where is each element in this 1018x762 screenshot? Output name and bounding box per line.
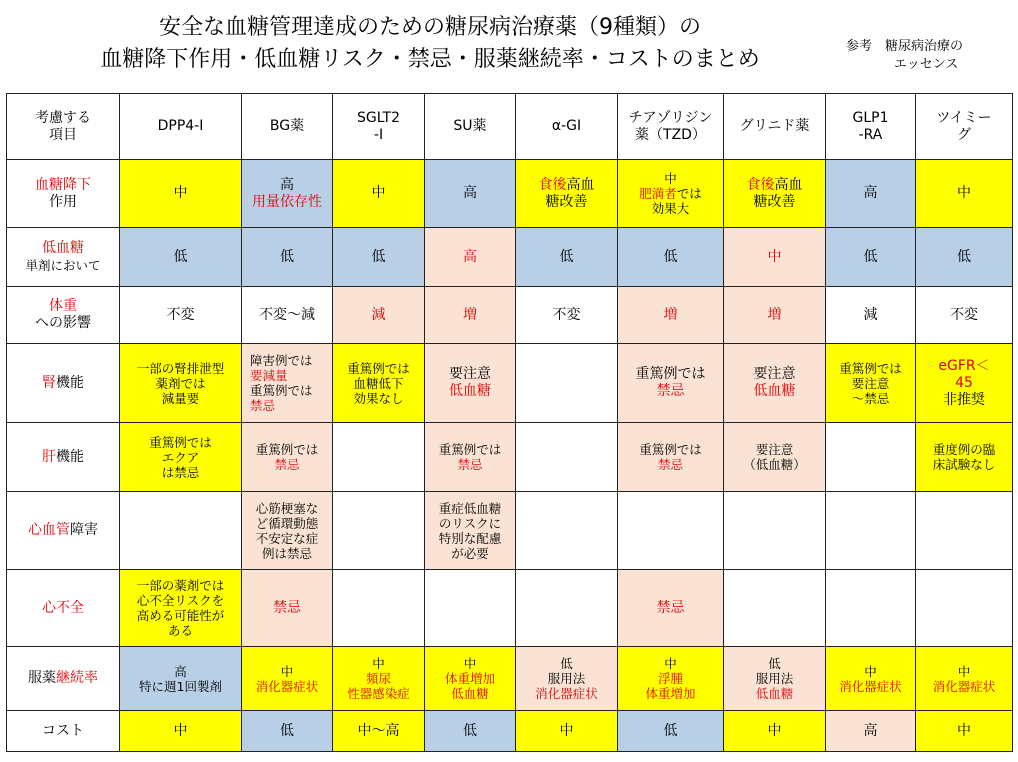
cell [618,160,724,228]
drug-comparison-table [6,93,1013,752]
row-adherence [7,647,1013,711]
cell-line: 要注意 [753,366,796,382]
cell-line: 重篤例では [639,442,702,457]
cell-line: では [676,186,702,201]
cell [120,647,242,711]
cell [826,344,916,423]
cell [120,570,242,647]
cell [618,492,724,570]
cell [724,160,826,228]
drug-name: GLP1 [852,109,889,126]
drug-header-imeglimin [916,94,1013,160]
cell-line: 消化器症状 [255,678,319,694]
row-label-main: 心血管 [28,522,70,538]
cell-line: 頻尿 [365,671,391,686]
cell-line: ～禁忌 [851,390,890,406]
row-hypoglycemia [7,228,1013,287]
drug-name: DPP4-I [157,118,204,134]
cell-line: 食後 [746,176,775,193]
cell-line: のリスクに [438,515,502,531]
cell-line: eGFR＜ [938,357,990,374]
cell-line: 薬剤では [155,375,206,391]
cell-line: 重篤例では [839,360,902,376]
cell-line: 一部の腎排泄型 [136,360,225,376]
cell-line: 用量依存性 [252,193,322,210]
cell: 中 [516,711,618,752]
cell [516,492,618,570]
drug-name: グリニド薬 [739,118,810,134]
cell [333,344,425,423]
row-label-sub: への影響 [35,315,91,331]
cell-line: 低血糖 [451,686,489,701]
cell: 低 [618,228,724,287]
cell-line: エクア [161,449,200,465]
row-label-main: 腎 [42,374,56,391]
cell-line: 浮腫 [657,671,683,686]
cell [242,344,333,423]
cell-line: 減量要 [161,390,200,406]
cell [333,492,425,570]
cell-line: 中 [463,656,477,671]
cell: 低 [516,228,618,287]
row-label-main: 肝 [42,448,56,465]
cell [826,647,916,711]
row-body-weight [7,287,1013,344]
cell: 不変～減 [242,287,333,344]
cell-line: 服用法 [547,671,586,686]
cell: 中 [120,160,242,228]
cell: 中 [120,711,242,752]
cell-line: 禁忌 [657,457,683,472]
row-glucose-lowering [7,160,1013,228]
cell: 中 [724,711,826,752]
cell-line: 禁忌 [250,398,276,413]
cell-line: 糖改善 [753,193,796,210]
drug-name: SGLT2 [356,109,401,126]
cell-line: ある [167,623,193,638]
cell-line: は禁忌 [161,464,200,480]
cell-line: 低 [560,656,573,671]
cell: 低 [242,711,333,752]
corner-header [7,94,120,160]
row-label-rest: 障害 [70,522,98,538]
cell [242,160,333,228]
cell [516,423,618,492]
row-label: コスト [7,711,120,752]
cell-line: 重症低血糖 [438,500,502,516]
cell [242,647,333,711]
row-label-main: 血糖降下 [35,176,91,193]
cell-line: 重篤例では [255,442,319,457]
cell [333,423,425,492]
cell-line: 中 [664,656,677,671]
cell: 中 [916,160,1013,228]
cell [516,160,618,228]
cell-line: 体重増加 [645,686,696,701]
drug-name-2: -I [373,126,384,143]
row-cost [7,711,1013,752]
cell [333,570,425,647]
cell: 中 [724,228,826,287]
row-cardiovascular [7,492,1013,570]
row-label [7,492,120,570]
cell-line: 禁忌 [274,457,300,472]
cell-line: 食後 [538,176,567,193]
cell: 低 [916,228,1013,287]
cell-line: 特に週1回製剤 [139,678,222,694]
drug-name: チアゾリジン [628,109,713,126]
row-kidney [7,344,1013,423]
cell: 高 [826,160,916,228]
drug-header-agi [516,94,618,160]
cell-line: 消化器症状 [839,678,902,694]
cell-line: 高 [174,663,187,679]
drug-name: SU薬 [453,118,487,134]
row-label-sub: 作用 [49,193,77,210]
row-label [7,160,120,228]
cell-line: 性器感染症 [347,686,410,701]
cell: 増 [425,287,516,344]
drug-name-2: -RA [858,126,883,143]
row-label [7,287,120,344]
cell-line: ど循環動態 [255,515,319,531]
row-label-main: 心不全 [42,599,84,616]
cell [724,344,826,423]
row-liver [7,423,1013,492]
cell-line: 重篤例では [149,434,212,450]
cell [618,423,724,492]
cell-line: 糖改善 [545,193,588,210]
title-line-2: 血糖降下作用・低血糖リスク・禁忌・服薬継続率・コストのまとめ [100,47,760,72]
cell [425,344,516,423]
cell [516,344,618,423]
cell-line: 特別な配慮 [438,530,502,546]
cell-line: 服用法 [755,671,794,686]
cell: 低 [333,228,425,287]
cell [425,570,516,647]
row-label-pre: 服薬 [28,670,56,686]
cell-line: 高める可能性が [136,608,225,623]
cell: 中～高 [333,711,425,752]
cell-line: 禁忌 [457,457,483,472]
cell [120,344,242,423]
cell [425,423,516,492]
cell-line: 消化器症状 [535,686,598,701]
cell [916,423,1013,492]
cell [724,423,826,492]
cell: 減 [826,287,916,344]
cell [826,423,916,492]
cell-line: 要注意 [755,442,794,457]
cell: 不変 [120,287,242,344]
row-label [7,344,120,423]
cell-line: 一部の薬剤では [136,578,225,593]
cell-line: 不安定な症 [255,530,319,546]
cell-line: 中 [664,171,677,186]
cell-line: 高血 [774,176,803,193]
cell [916,647,1013,711]
cell [618,647,724,711]
cell: 低 [120,228,242,287]
cell: 低 [242,228,333,287]
drug-header-glinide [724,94,826,160]
row-label [7,647,120,711]
drug-name: ツイミー [936,109,992,126]
row-label-rest: 機能 [56,448,84,465]
cell-line: 肥満者 [639,186,677,201]
cell-line: 要注意 [449,366,491,382]
cell-line: 心不全リスクを [136,593,225,608]
cell: 不変 [516,287,618,344]
row-label [7,570,120,647]
title-line-1: 安全な血糖管理達成のための糖尿病治療薬（9種類）の [159,15,701,40]
cell-line: 高 [280,176,294,193]
cell-line: 効果大 [651,201,690,216]
cell: 増 [724,287,826,344]
drug-header-bg [242,94,333,160]
cell [826,570,916,647]
cell-line: 低血糖 [449,383,491,399]
drug-name: BG薬 [269,118,305,134]
cell-line: 中 [957,663,971,679]
cell-line: 心筋梗塞な [255,500,319,516]
cell-line: 障害例では [250,353,313,368]
row-label [7,423,120,492]
drug-header-tzd [618,94,724,160]
cell [120,423,242,492]
cell-line: 非推奨 [943,391,985,408]
page-title [60,12,800,76]
cell: 中 [333,160,425,228]
cell [120,492,242,570]
reference-line-2: エッセンス [894,57,959,72]
cell-line: が必要 [451,545,489,561]
cell: 減 [333,287,425,344]
cell: 高 [425,160,516,228]
cell-line: 床試験なし [932,457,996,472]
cell-line: 禁忌 [656,383,685,399]
row-label-sub: 単剤において [25,258,101,273]
cell [425,647,516,711]
cell [826,492,916,570]
cell-line: 中 [864,663,877,679]
cell-line: 消化器症状 [932,678,996,694]
cell [242,492,333,570]
cell-line: 重篤例では [438,442,502,457]
corner-line-1: 考慮する [35,109,91,126]
cell: 高 [826,711,916,752]
row-label [7,228,120,287]
cell-line: 要減量 [250,368,288,383]
drug-header-dpp4 [120,94,242,160]
cell-line: 要注意 [851,375,890,391]
cell-line: 45 [955,374,973,391]
cell [333,647,425,711]
cell [425,492,516,570]
cell-line: 中 [372,656,385,671]
cell-line: 低 [768,656,781,671]
cell-line: 重篤例では [347,360,410,376]
drug-header-glp1 [826,94,916,160]
cell: 高 [425,228,516,287]
drug-name-2: 薬（TZD） [635,126,706,143]
drug-header-sglt2 [333,94,425,160]
cell-line: 重度例の臨 [932,442,996,457]
row-label-rest: 機能 [56,374,84,391]
cell [724,570,826,647]
reference-note [846,38,1011,74]
cell: 低 [826,228,916,287]
cell-line: （低血糖） [743,457,806,472]
cell [724,647,826,711]
cell: 禁忌 [618,570,724,647]
cell [516,647,618,711]
cell-line: 例は禁忌 [261,545,312,561]
row-heart-failure [7,570,1013,647]
cell: 低 [425,711,516,752]
cell [916,344,1013,423]
row-label-main: 体重 [49,298,77,314]
cell [916,492,1013,570]
reference-line-1: 参考 糖尿病治療の [846,39,964,54]
cell: 低 [618,711,724,752]
cell-line: 効果なし [353,390,404,406]
cell: 禁忌 [242,570,333,647]
cell-line: 低血糖 [753,383,796,399]
cell: 中 [916,711,1013,752]
cell [916,570,1013,647]
cell [618,344,724,423]
header-row [7,94,1013,160]
cell [242,423,333,492]
cell-line: 血糖低下 [353,375,404,391]
cell-line: 中 [280,663,294,679]
cell-line: 体重増加 [444,671,495,686]
row-label-main: 低血糖 [42,240,84,256]
cell: 増 [618,287,724,344]
drug-name-2: グ [957,126,971,143]
cell: 不変 [916,287,1013,344]
drug-name: α-GI [551,118,582,134]
cell [724,492,826,570]
drug-header-su [425,94,516,160]
cell-line: 重篤例では [250,383,313,398]
row-label-main: 継続率 [56,670,98,686]
cell [516,570,618,647]
corner-line-2: 項目 [49,126,77,143]
cell-line: 重篤例では [635,366,706,382]
cell-line: 高血 [566,176,595,193]
cell-line: 低血糖 [755,686,794,701]
